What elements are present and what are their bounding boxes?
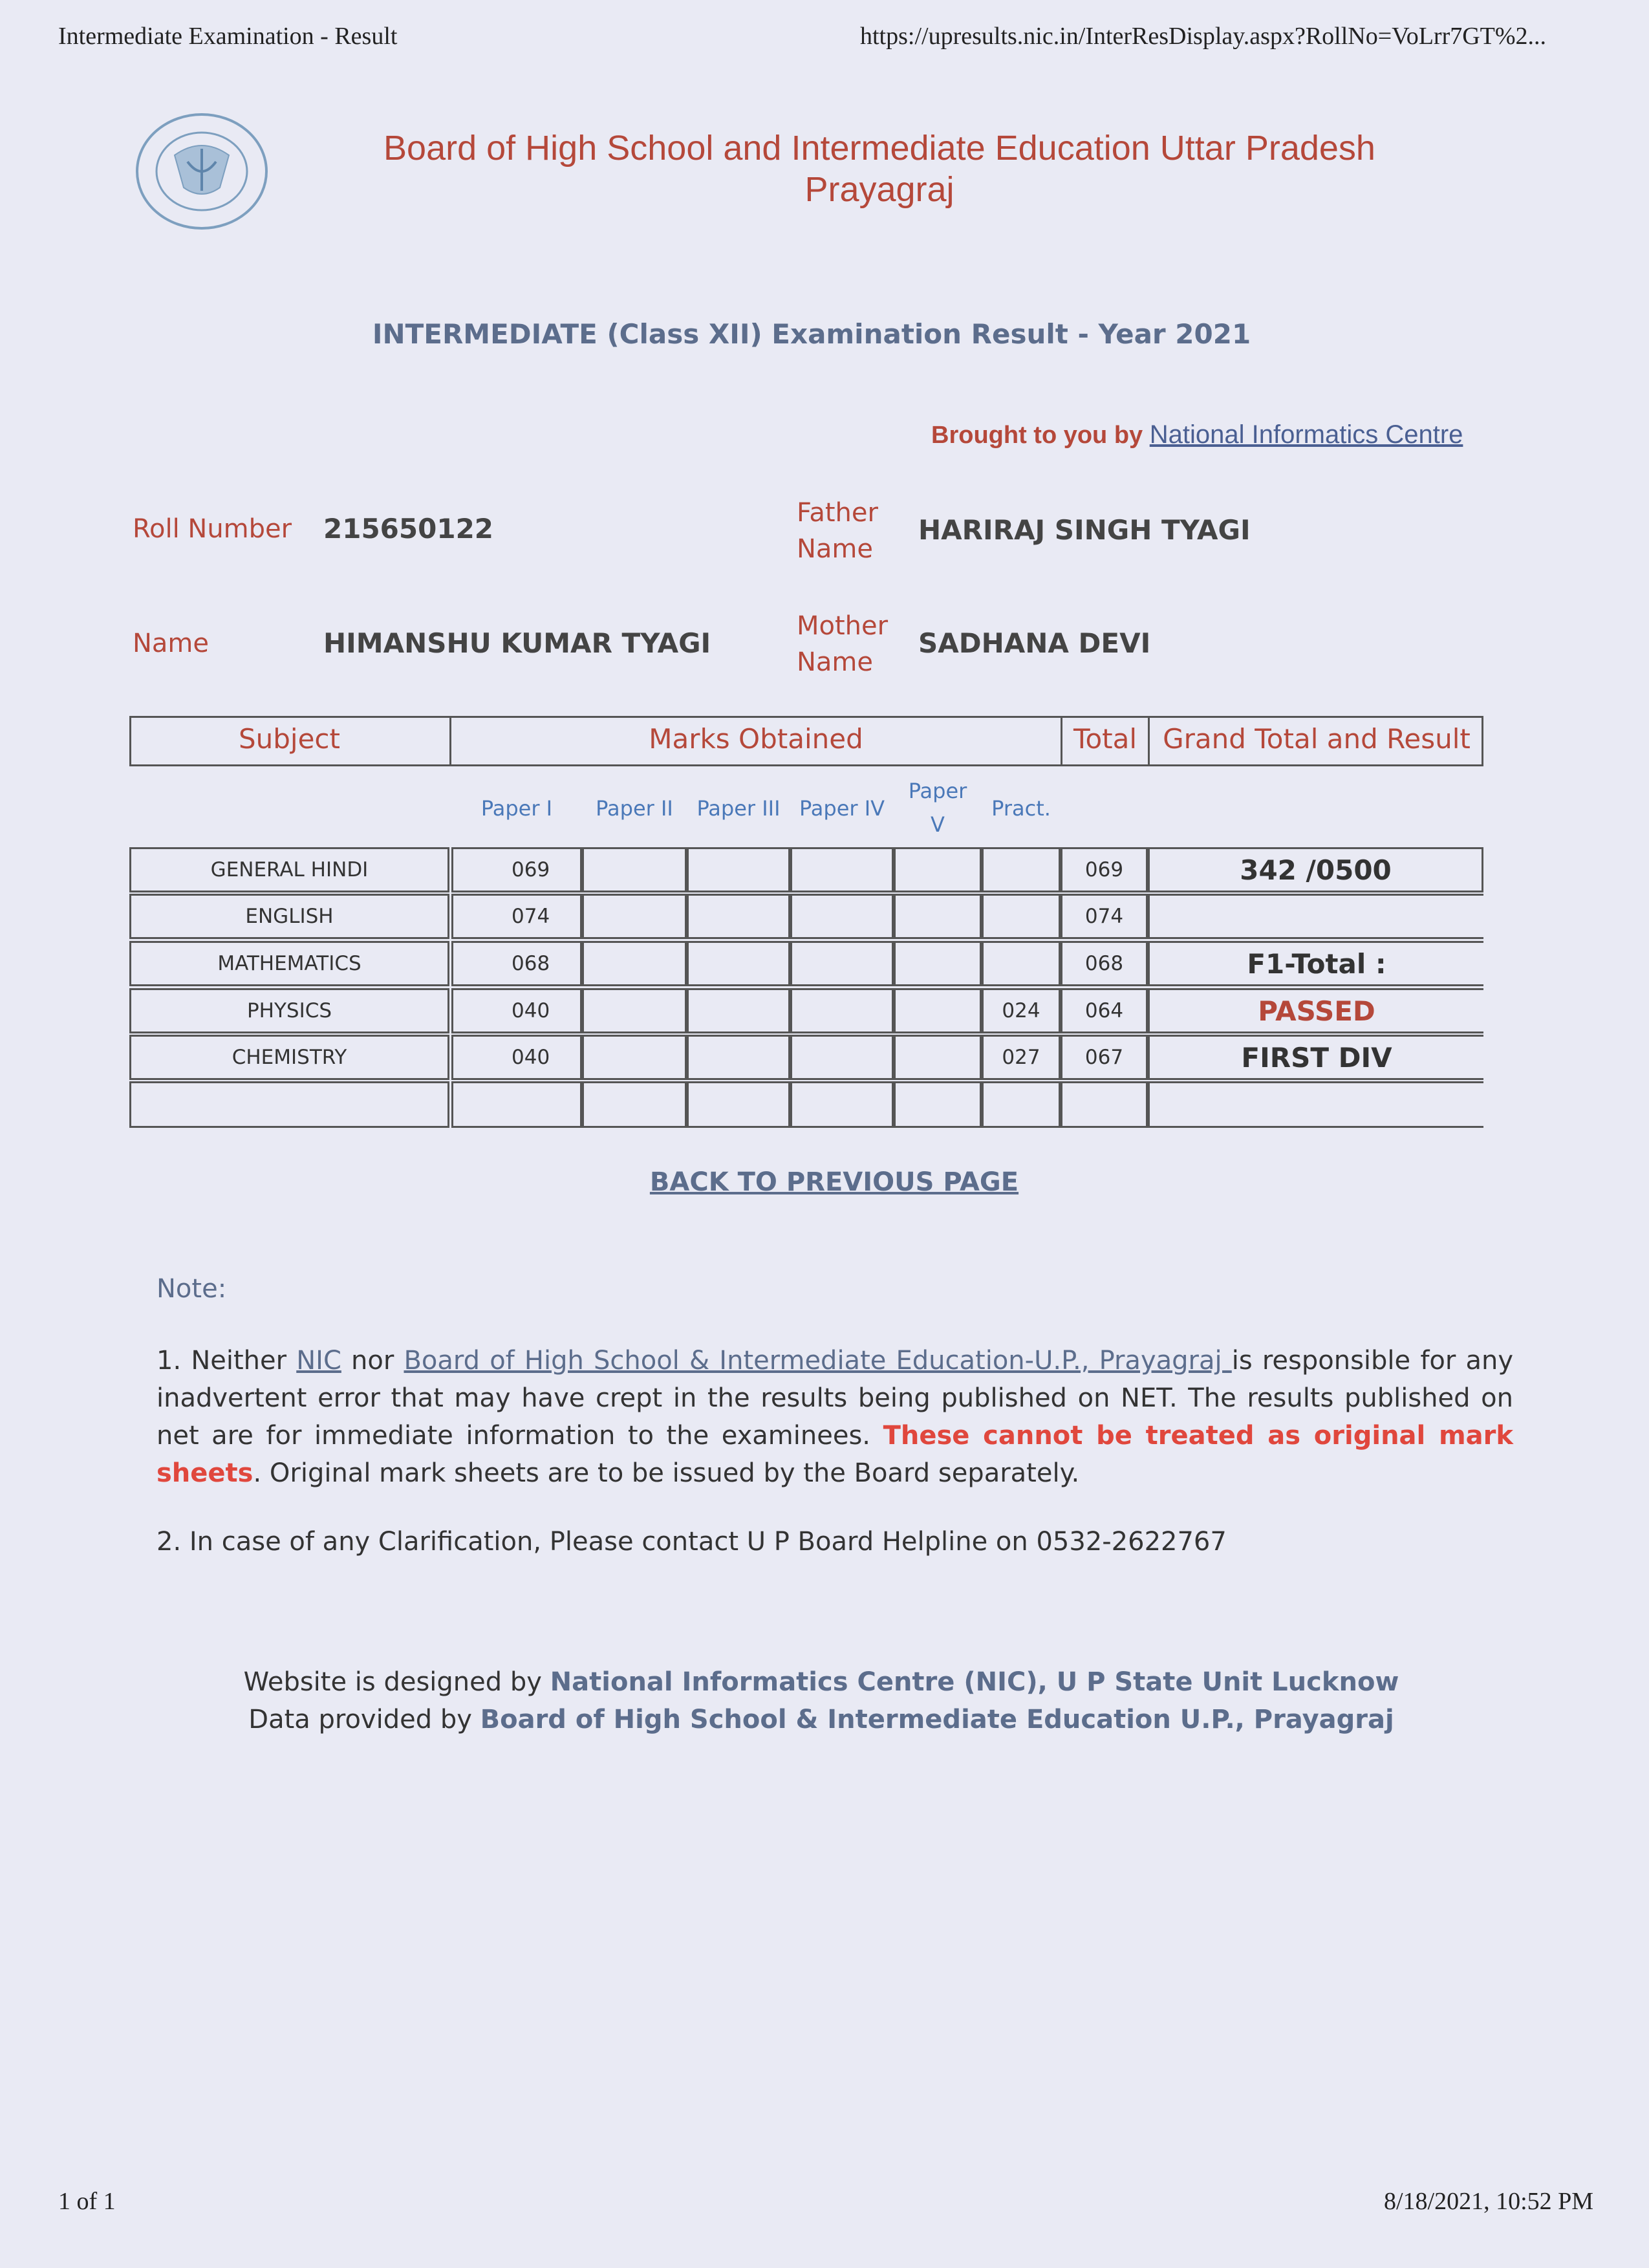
paper-2-cell	[582, 941, 687, 986]
paper-5-cell	[894, 894, 982, 939]
pract-cell: 027	[982, 1035, 1061, 1080]
grand-total-cell: F1-Total :	[1148, 941, 1483, 986]
credit-data-by	[0, 1705, 1643, 1734]
paper-1-cell: 074	[451, 894, 582, 939]
father-name-label	[797, 495, 878, 567]
note-1-text-b: nor	[341, 1346, 404, 1376]
header-total: Total	[1073, 723, 1137, 755]
board-name-line2: Prayagraj	[804, 170, 954, 209]
subheader-paper-3: Paper III	[696, 796, 781, 821]
paper-4-cell	[790, 941, 894, 986]
print-header-title: Intermediate Examination - Result	[58, 23, 398, 50]
total-cell: 069	[1061, 847, 1148, 892]
note-title: Note:	[156, 1274, 227, 1304]
grand-total-cell: 342 /0500	[1148, 847, 1483, 892]
paper-2-cell	[582, 1035, 687, 1080]
total-cell: 064	[1061, 988, 1148, 1033]
paper-5-cell	[894, 988, 982, 1033]
back-to-previous-page-link[interactable]: BACK TO PREVIOUS PAGE	[649, 1167, 1019, 1197]
paper-1-cell: 040	[451, 988, 582, 1033]
print-footer-page: 1 of 1	[58, 2188, 116, 2215]
print-header-url: https://upresults.nic.in/InterResDisplay.aspx?RollNo=VoLrr7GT%2...	[860, 23, 1547, 50]
subheader-paper-2: Paper II	[596, 796, 673, 821]
note-1-text-c: is responsible for any inadvertent error that may have crept in the results being published on NET. The results published on net are for immediate information to the examinees.	[156, 1346, 1514, 1451]
father-label-line2: Name	[797, 534, 874, 564]
name-label: Name	[133, 629, 210, 658]
grand-total-cell: FIRST DIV	[1148, 1035, 1483, 1080]
note-1-warning: These cannot be treated as original mark sheets	[156, 1421, 1514, 1488]
total-cell: 068	[1061, 941, 1148, 986]
up-board-seal-icon	[129, 110, 275, 233]
brought-by-prefix: Brought to you by	[931, 422, 1150, 449]
paper-3-cell	[687, 941, 790, 986]
note-2: 2. In case of any Clarification, Please contact U P Board Helpline on 0532-2622767	[156, 1527, 1227, 1557]
paper-4-cell	[790, 1035, 894, 1080]
board-note-link[interactable]: Board of High School & Intermediate Education-U.P., Prayagraj	[404, 1346, 1232, 1376]
credit-2-prefix: Data provided by	[248, 1705, 480, 1734]
paper-3-cell	[687, 988, 790, 1033]
pract-cell	[982, 941, 1061, 986]
grand-total-cell	[1148, 894, 1483, 939]
roll-number-value: 215650122	[323, 513, 494, 545]
total-cell: 067	[1061, 1035, 1148, 1080]
print-footer-datetime: 8/18/2021, 10:52 PM	[1384, 2188, 1594, 2215]
mother-name-value: SADHANA DEVI	[918, 627, 1151, 659]
note-1-text-d: . Original mark sheets are to be issued by the Board separately.	[253, 1458, 1080, 1488]
paper-4-cell	[790, 894, 894, 939]
father-label-line1: Father	[797, 498, 878, 528]
paper-1-cell: 040	[451, 1035, 582, 1080]
subject-cell: ENGLISH	[129, 894, 449, 939]
paper-5-cell	[894, 941, 982, 986]
header-grand-total: Grand Total and Result	[1163, 723, 1471, 755]
grand-total-cell: PASSED	[1148, 988, 1483, 1033]
pract-cell	[982, 894, 1061, 939]
paper-4-cell	[790, 988, 894, 1033]
paper-2-cell	[582, 1081, 687, 1128]
board-name-line1: Board of High School and Intermediate Education Uttar Pradesh	[383, 129, 1375, 167]
nic-link[interactable]: National Informatics Centre	[1149, 420, 1463, 449]
subject-cell: GENERAL HINDI	[129, 847, 449, 892]
note-1-number: 1.	[156, 1346, 182, 1376]
subject-cell: CHEMISTRY	[129, 1035, 449, 1080]
paper-2-cell	[582, 988, 687, 1033]
header-underline-total	[1061, 764, 1136, 766]
father-name-value: HARIRAJ SINGH TYAGI	[918, 514, 1251, 546]
subheader-paper-4: Paper IV	[799, 796, 885, 821]
paper-4-cell	[790, 847, 894, 892]
paper-1-cell: 069	[451, 847, 582, 892]
name-value: HIMANSHU KUMAR TYAGI	[323, 627, 711, 659]
subheader-paper-5: Paper V	[908, 779, 967, 837]
total-cell	[1061, 1081, 1148, 1128]
credit-2-org: Board of High School & Intermediate Education U.P., Prayagraj	[480, 1705, 1394, 1734]
brought-by	[931, 420, 1463, 449]
roll-number-label: Roll Number	[133, 514, 292, 544]
note-1	[156, 1342, 1513, 1492]
total-cell: 074	[1061, 894, 1148, 939]
paper-1-cell: 068	[451, 941, 582, 986]
subject-cell	[129, 1081, 449, 1128]
paper-5-cell	[894, 1081, 982, 1128]
pract-cell	[982, 847, 1061, 892]
credit-1-prefix: Website is designed by	[243, 1667, 550, 1697]
paper-3-cell	[687, 894, 790, 939]
mother-name-label	[797, 608, 888, 680]
header-marks-obtained: Marks Obtained	[649, 723, 863, 755]
paper-3-cell	[687, 1035, 790, 1080]
note-1-text-a: Neither	[181, 1346, 297, 1376]
subject-cell: MATHEMATICS	[129, 941, 449, 986]
paper-4-cell	[790, 1081, 894, 1128]
credit-1-org: National Informatics Centre (NIC), U P State Unit Lucknow	[550, 1667, 1399, 1697]
paper-2-cell	[582, 894, 687, 939]
nic-note-link[interactable]: NIC	[296, 1346, 341, 1376]
paper-1-cell	[451, 1081, 582, 1128]
paper-3-cell	[687, 847, 790, 892]
paper-5-cell	[894, 847, 982, 892]
header-underline-marks	[451, 764, 1062, 766]
exam-title: INTERMEDIATE (Class XII) Examination Result - Year 2021	[372, 318, 1251, 350]
subheader-paper-1: Paper I	[480, 796, 553, 821]
credit-designed-by	[0, 1667, 1643, 1697]
subject-cell: PHYSICS	[129, 988, 449, 1033]
mother-label-line2: Name	[797, 647, 874, 677]
pract-cell	[982, 1081, 1061, 1128]
pract-cell: 024	[982, 988, 1061, 1033]
paper-5-cell	[894, 1035, 982, 1080]
paper-3-cell	[687, 1081, 790, 1128]
header-subject: Subject	[238, 723, 340, 755]
grand-total-cell	[1148, 1081, 1483, 1128]
mother-label-line1: Mother	[797, 611, 889, 641]
subheader-pract: Pract.	[991, 796, 1051, 821]
paper-2-cell	[582, 847, 687, 892]
